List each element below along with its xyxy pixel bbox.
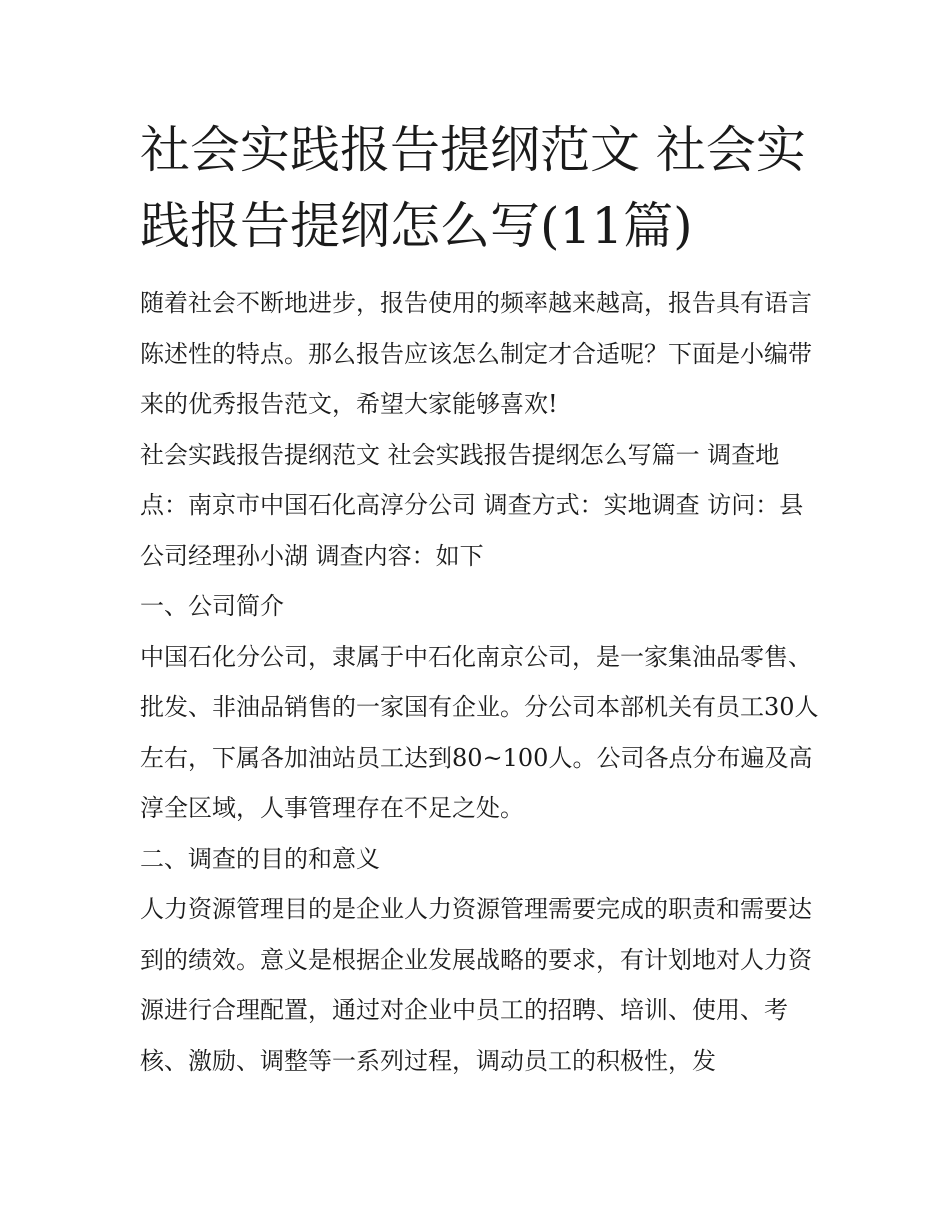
paragraph-purpose: 人力资源管理目的是企业人力资源管理需要完成的职责和需要达到的绩效。意义是根据企业发展战略的要求，有计划地对人力资源进行合理配置，通过对企业中员工的招聘、培训、使用、考核、激励、调整等一系列过程，调动员工的积极性，发 [140,895,812,1075]
document-body [140,278,820,1086]
paragraph-intro: 随着社会不断地进步，报告使用的频率越来越高，报告具有语言陈述性的特点。那么报告应该怎么制定才合适呢？下面是小编带来的优秀报告范文，希望大家能够喜欢! [140,289,812,418]
section-heading-purpose: 二、调查的目的和意义 [140,844,380,873]
paragraph-survey-info: 社会实践报告提纲范文 社会实践报告提纲怎么写篇一 调查地点：南京市中国石化高淳分公司 调查方式：实地调查 访问：县公司经理孙小湖 调查内容：如下 [140,440,804,570]
section-heading-company-intro: 一、公司简介 [140,592,284,620]
document-title: 社会实践报告提纲范文 社会实践报告提纲怎么写(11篇) [140,121,806,255]
paragraph-company-intro: 中国石化分公司，隶属于中石化南京公司，是一家集油品零售、批发、非油品销售的一家国有企业。分公司本部机关有员工30人左右，下属各加油站员工达到80~100人。公司各点分布遍及高淳全区域，人事管理存在不足之处。 [140,642,819,822]
